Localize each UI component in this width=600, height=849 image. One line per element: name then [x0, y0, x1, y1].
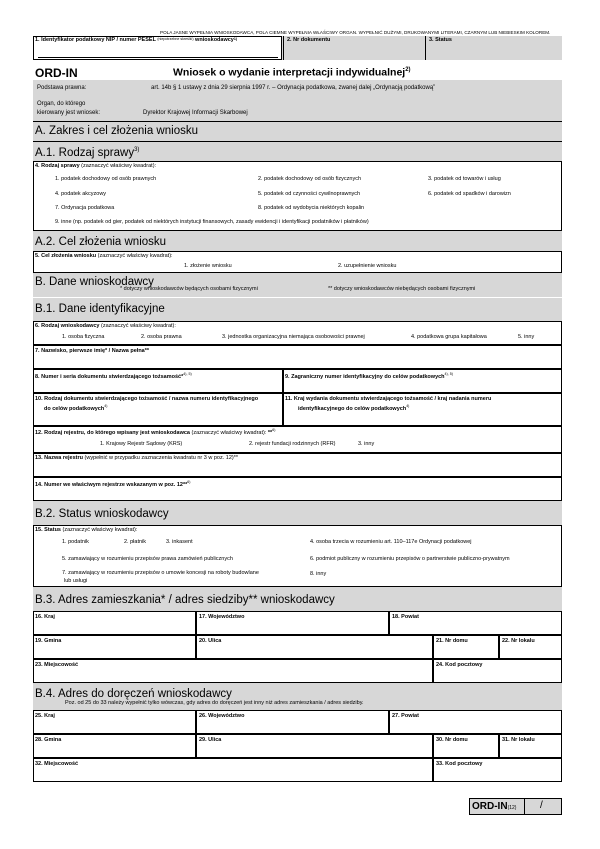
- field-22-label: 22. Nr lokalu: [502, 638, 535, 644]
- doc-number-label: 2. Nr dokumentu: [287, 37, 331, 43]
- field-32-label: 32. Miejscowość: [35, 761, 79, 767]
- field-26-label: 26. Województwo: [199, 713, 245, 719]
- divider: [283, 36, 284, 60]
- field-7-label: 7. Nazwisko, pierwsze imię* / Nazwa pełna**: [35, 348, 150, 354]
- field-14-label: 14. Numer we właściwym rejestrze wskazanym w poz. 12**$^{6)}$: [35, 480, 191, 488]
- section-b2-title: B.2. Status wnioskodawcy: [35, 508, 169, 520]
- field-20[interactable]: [196, 635, 433, 659]
- top-note: POLA JASNE WYPEŁNIA WNIOSKODAWCA, POLA CIEMNE WYPEŁNIA WŁAŚCIWY ORGAN. WYPEŁNIĆ DUŻYMI, DRUKOWANYMI LITERAMI, CZARNYM LUB NIEBIESKIM KOLOREM.: [160, 30, 551, 35]
- divider: [425, 36, 426, 60]
- field-9-label: 9. Zagraniczny numer identyfikacyjny do celów podatkowych$^{4), 5)}$: [285, 372, 453, 380]
- divider: [524, 798, 525, 815]
- field-20-label: 20. Ulica: [199, 638, 222, 644]
- option-inheritance[interactable]: 6. podatek od spadków i darowizn: [428, 191, 511, 197]
- section-b4-note: Poz. od 25 do 33 należy wypełnić tylko wówczas, gdy adres do doręczeń jest inny niż adres zamieszkania / adres siedziby.: [65, 700, 364, 706]
- field-25-label: 25. Kraj: [35, 713, 55, 719]
- option-rfr[interactable]: 2. rejestr fundacji rodzinnych (RFR): [249, 441, 336, 447]
- field-18-label: 18. Powiat: [392, 614, 419, 620]
- option-excise[interactable]: 4. podatek akcyzowy: [55, 191, 107, 197]
- field-24-label: 24. Kod pocztowy: [436, 662, 483, 668]
- section-b-title: B. Dane wnioskodawcy: [35, 276, 154, 288]
- option-legal-person[interactable]: 2. osoba prawna: [141, 334, 182, 340]
- section-a1-title: A.1. Rodzaj sprawy$^{3)}$: [35, 146, 140, 159]
- option-submit[interactable]: 1. złożenie wniosku: [184, 263, 232, 269]
- option-org-unit[interactable]: 3. jednostka organizacyjna niemająca osobowości prawnej: [222, 334, 365, 340]
- section-b4-title: B.4. Adres do doręczeń wnioskodawcy: [35, 688, 232, 700]
- option-taxpayer[interactable]: 1. podatnik: [62, 539, 89, 545]
- field-19-label: 19. Gmina: [35, 638, 62, 644]
- form-title: Wniosek o wydanie interpretacji indywidualnej$^{2)}$: [173, 66, 411, 79]
- option-natural-person[interactable]: 1. osoba fizyczna: [62, 334, 105, 340]
- note-individual: * dotyczy wnioskodawców będących osobami fizycznymi: [120, 286, 258, 292]
- note-non-individual: ** dotyczy wnioskodawców niebędących osobami fizycznymi: [328, 286, 476, 292]
- field-11-label-2: identyfikacyjnego do celów podatkowych$^{4)}$: [298, 404, 410, 412]
- field-31-label: 31. Nr lokalu: [502, 737, 535, 743]
- field-23[interactable]: [33, 659, 433, 683]
- form-code: ORD-IN: [35, 66, 78, 80]
- option-tax-ordinance[interactable]: 7. Ordynacja podatkowa: [55, 205, 115, 211]
- option-pcc[interactable]: 5. podatek od czynności cywilnoprawnych: [258, 191, 361, 197]
- field-13-label: 13. Nazwa rejestru (wypełnić w przypadku zaznaczenia kwadratu nr 3 w poz. 12)**: [35, 455, 238, 461]
- option-contracting-authority[interactable]: 5. zamawiający w rozumieniu przepisów prawa zamówień publicznych: [62, 556, 233, 562]
- field-32[interactable]: [33, 758, 433, 782]
- field-21-label: 21. Nr domu: [436, 638, 468, 644]
- option-cit[interactable]: 1. podatek dochodowy od osób prawnych: [55, 176, 157, 182]
- field-16[interactable]: [33, 611, 196, 635]
- nip-ticks: [38, 55, 278, 58]
- organ-label-2: kierowany jest wniosek:: [37, 110, 101, 116]
- section-b3-title: B.3. Adres zamieszkania* / adres siedziby** wnioskodawcy: [35, 594, 335, 606]
- field-25[interactable]: [33, 710, 196, 734]
- option-concession-2: lub usługi: [64, 578, 88, 584]
- field-11-label-1: 11. Kraj wydania dokumentu stwierdzającego tożsamość / kraj nadania numeru: [285, 396, 492, 402]
- option-minerals[interactable]: 8. podatek od wydobycia niektórych kopalin: [258, 205, 365, 211]
- field-28-label: 28. Gmina: [35, 737, 62, 743]
- option-pit[interactable]: 2. podatek dochodowy od osób fizycznych: [258, 176, 362, 182]
- field-10-label-1: 10. Rodzaj dokumentu stwierdzającego tożsamość / nazwa numeru identyfikacyjnego: [35, 396, 259, 402]
- option-payer[interactable]: 2. płatnik: [124, 539, 147, 545]
- option-other-applicant[interactable]: 5. inny: [518, 334, 535, 340]
- footer-code: ORD-IN(12): [472, 801, 517, 812]
- option-other-status[interactable]: 8. inny: [310, 571, 327, 577]
- field-12-label: 12. Rodzaj rejestru, do którego wpisany jest wnioskodawca (zaznaczyć właściwy kwadrat): **$^{6)}$: [35, 428, 276, 436]
- section-a2-title: A.2. Cel złożenia wniosku: [35, 236, 167, 248]
- nip-label: 1. Identyfikator podatkowy NIP / numer PESEL $^{(niepotrzebne skreślić)}$ wnioskodawcy$^{1)}$: [35, 37, 238, 43]
- field-8-label: 8. Numer i seria dokumentu stwierdzającego tożsamość*$^{4), 5)}$: [35, 372, 192, 380]
- legal-basis-label: Podstawa prawna:: [37, 85, 87, 91]
- section-b1-title: B.1. Dane identyfikacyjne: [35, 303, 165, 315]
- field-16-label: 16. Kraj: [35, 614, 55, 620]
- organ-text: Dyrektor Krajowej Informacji Skarbowej: [143, 110, 248, 116]
- field-6-label: 6. Rodzaj wnioskodawcy (zaznaczyć właściwy kwadrat):: [35, 323, 176, 329]
- field-29[interactable]: [196, 734, 433, 758]
- footer-slash: /: [540, 800, 543, 811]
- field-27-label: 27. Powiat: [392, 713, 419, 719]
- field-23-label: 23. Miejscowość: [35, 662, 79, 668]
- organ-label-1: Organ, do którego: [37, 101, 86, 107]
- option-krs[interactable]: 1. Krajowy Rejestr Sądowy (KRS): [100, 441, 183, 447]
- option-other-register[interactable]: 3. inny: [358, 441, 375, 447]
- option-tax-group[interactable]: 4. podatkowa grupa kapitałowa: [411, 334, 487, 340]
- option-public-entity[interactable]: 6. podmiot publiczny w rozumieniu przepisów o partnerstwie publiczno-prywatnym: [310, 556, 510, 562]
- option-concession[interactable]: 7. zamawiający w rozumieniu przepisów o umowie koncesji na roboty budowlane: [62, 570, 259, 576]
- field-29-label: 29. Ulica: [199, 737, 222, 743]
- field-5-label: 5. Cel złożenia wniosku (zaznaczyć właściwy kwadrat):: [35, 253, 173, 259]
- field-15-label: 15. Status (zaznaczyć właściwy kwadrat):: [35, 527, 138, 533]
- option-vat[interactable]: 3. podatek od towarów i usług: [428, 176, 501, 182]
- option-supplement[interactable]: 2. uzupełnienie wniosku: [338, 263, 397, 269]
- option-third-party[interactable]: 4. osoba trzecia w rozumieniu art. 110–117e Ordynacji podatkowej: [310, 539, 472, 545]
- section-a-title: A. Zakres i cel złożenia wniosku: [35, 125, 198, 137]
- field-17-label: 17. Województwo: [199, 614, 245, 620]
- field-30-label: 30. Nr domu: [436, 737, 468, 743]
- field-4-label: 4. Rodzaj sprawy (zaznaczyć właściwy kwadrat):: [35, 163, 157, 169]
- field-10-label-2: do celów podatkowych$^{4)}$: [44, 404, 108, 412]
- option-other[interactable]: 9. inne (np. podatek od gier, podatek od niektórych instytucji finansowych, zasady ewidencji i identyfikacji podatników i płatników): [55, 219, 369, 225]
- field-33-label: 33. Kod pocztowy: [436, 761, 483, 767]
- status-label: 3. Status: [429, 37, 452, 43]
- option-collector[interactable]: 3. inkasent: [166, 539, 193, 545]
- legal-basis-text: art. 14b § 1 ustawy z dnia 29 sierpnia 1997 r. – Ordynacja podatkowa, zwanej dalej „Ordynacją podatkową”: [151, 85, 436, 91]
